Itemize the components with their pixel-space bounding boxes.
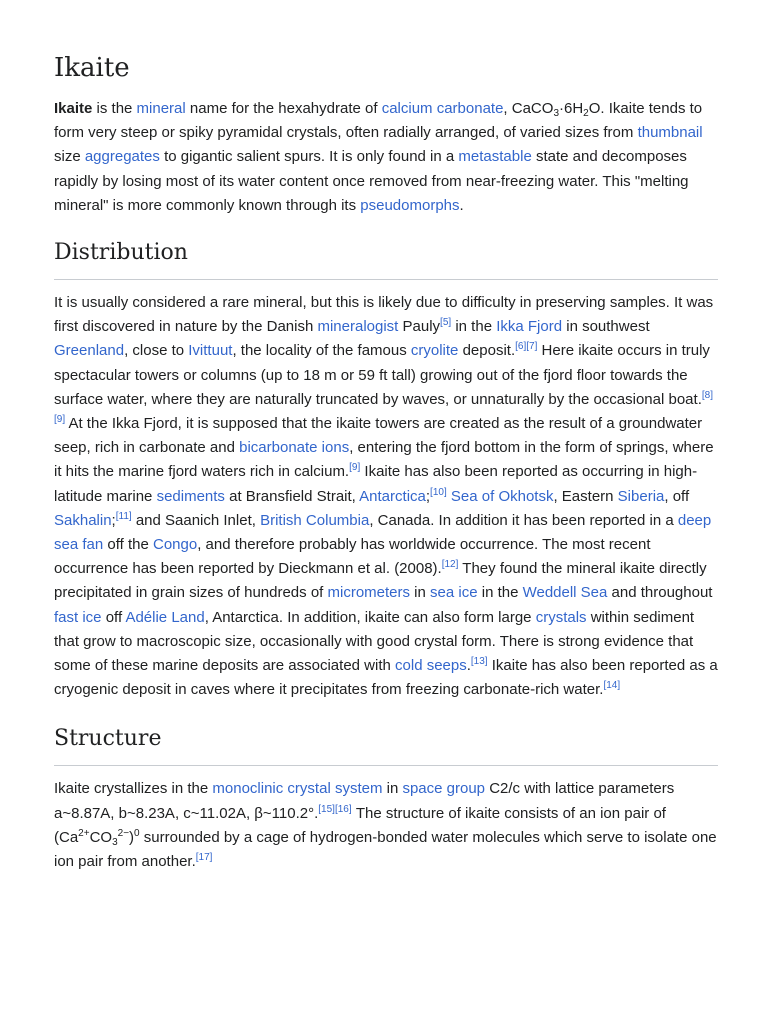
subscript: 2 <box>583 108 589 119</box>
link-adelie-land[interactable]: Adélie Land <box>125 608 205 626</box>
text: Ikaite crystallizes in the <box>54 780 213 798</box>
text: , Antarctica. In addition, ikaite can also form large <box>204 608 536 626</box>
citation-15[interactable]: [15] <box>318 803 335 815</box>
text: size <box>54 148 85 166</box>
text: ; <box>111 511 116 529</box>
link-weddell-sea[interactable]: Weddell Sea <box>522 584 608 602</box>
citation-13[interactable]: [13] <box>470 656 488 668</box>
text: . <box>466 657 471 675</box>
citation-12[interactable]: [12] <box>441 559 459 571</box>
citation-11[interactable]: [11] <box>115 510 132 522</box>
text: , off <box>664 487 690 505</box>
link-space-group[interactable]: space group <box>402 780 486 798</box>
text: name for the hexahydrate of <box>185 100 382 117</box>
text: , the locality of the famous <box>232 342 411 360</box>
citation-9[interactable]: [9] <box>349 462 361 474</box>
link-micrometers[interactable]: micrometers <box>327 584 411 602</box>
link-siberia[interactable]: Siberia <box>617 487 665 505</box>
text: off <box>101 608 126 626</box>
citation-8[interactable]: [8] <box>701 389 713 401</box>
text: , entering the fjord bottom in the form of springs, where it hits the marine fjord waters rich in calcium. <box>54 439 714 481</box>
text: It is usually considered a rare mineral, but this is likely due to difficulty in preserving samples. It was first discovered in nature by the Danish <box>54 294 714 336</box>
text: , Eastern <box>553 487 618 505</box>
citation-5[interactable]: [5] <box>440 317 452 329</box>
structure-paragraph <box>54 777 718 874</box>
text: surrounded by a cage of hydrogen-bonded water molecules which serve to isolate one ion pair from another. <box>54 828 717 871</box>
text: , CaCO <box>503 100 554 117</box>
text: , and therefore probably has worldwide occurrence. The most recent occurrence has been reported by Dieckmann et al. (2008). <box>54 536 651 578</box>
link-mineral[interactable]: mineral <box>136 100 186 117</box>
text: in <box>382 780 403 798</box>
subscript: 3 <box>553 108 559 119</box>
text: . <box>459 196 464 214</box>
link-deep-sea-fan[interactable]: deep sea fan <box>54 511 712 554</box>
text: C2/c with lattice parameters a~8.87A, b~8.23A, c~11.02A, β~110.2°. <box>54 780 675 822</box>
section-heading-distribution: Distribution <box>54 238 718 280</box>
citation-7[interactable]: [7] <box>526 341 538 353</box>
link-sediments[interactable]: sediments <box>156 487 225 505</box>
text: ; <box>425 487 431 505</box>
link-greenland[interactable]: Greenland <box>54 342 125 360</box>
link-bicarbonate-ions[interactable]: bicarbonate ions <box>239 439 350 457</box>
text: and Saanich Inlet, <box>131 511 261 529</box>
link-metastable[interactable]: metastable <box>458 148 532 166</box>
text: The structure of ikaite consists of an ion pair of (Ca <box>54 804 666 846</box>
section-heading-structure: Structure <box>54 724 718 766</box>
link-cold-seeps[interactable]: cold seeps <box>395 657 467 675</box>
citation-14[interactable]: [14] <box>603 680 621 692</box>
text: within sediment that grow to macroscopic size, occasionally with good crystal form. There is strong evidence that some of these marine deposits are associated with <box>54 608 695 675</box>
superscript: 2+ <box>78 827 90 839</box>
superscript: 2− <box>117 827 130 839</box>
link-crystals[interactable]: crystals <box>535 608 587 626</box>
link-sakhalin[interactable]: Sakhalin <box>54 511 112 529</box>
text: Ikaite has also been reported as occurring in high-latitude marine <box>54 463 698 505</box>
superscript: 0 <box>134 827 140 839</box>
link-ivittuut[interactable]: Ivittuut <box>188 342 233 360</box>
citation-10[interactable]: [10] <box>430 486 447 498</box>
text: ) <box>129 828 135 846</box>
text: in <box>410 584 431 602</box>
link-sea-ice[interactable]: sea ice <box>430 584 478 602</box>
text: and throughout <box>607 584 713 602</box>
text: O. Ikaite tends to form very steep or spiky pyramidal crystals, often radially arranged, of varied sizes from <box>54 100 703 142</box>
text: , close to <box>124 342 189 360</box>
link-fast-ice[interactable]: fast ice <box>54 608 102 626</box>
text: in southwest <box>562 318 650 336</box>
link-mineralogist[interactable]: mineralogist <box>317 318 399 336</box>
text: They found the mineral ikaite directly precipitated in grain sizes of hundreds of <box>54 560 707 602</box>
citation-16[interactable]: [16] <box>334 803 352 815</box>
link-aggregates[interactable]: aggregates <box>84 148 160 166</box>
citation-17[interactable]: [17] <box>195 852 213 864</box>
text: Ikaite has also been reported as a cryogenic deposit in caves where it precipitates from freezing carbonate-rich water. <box>54 657 718 699</box>
link-congo[interactable]: Congo <box>152 536 198 554</box>
citation-9[interactable]: [9] <box>54 414 66 426</box>
text: off the <box>103 536 153 554</box>
lead-paragraph <box>54 97 718 218</box>
distribution-paragraph <box>54 291 718 702</box>
text: to gigantic salient spurs. It is only found in a <box>159 148 459 166</box>
text: in the <box>451 318 497 336</box>
text: At the Ikka Fjord, it is supposed that the ikaite towers are created as the result of a groundwater seep, rich in carbonate and <box>54 415 703 457</box>
link-cryolite[interactable]: cryolite <box>410 342 459 360</box>
link-british-columbia[interactable]: British Columbia <box>260 511 370 529</box>
link-monoclinic-crystal-system[interactable]: monoclinic crystal system <box>212 780 383 798</box>
link-thumbnail[interactable]: thumbnail <box>637 124 703 142</box>
text: , Canada. In addition it has been reported in a <box>369 511 678 529</box>
text: ·6H <box>559 100 584 117</box>
text: state and decomposes rapidly by losing most of its water content once removed from near-freezing water. This "melting mineral" is more commonly known through its <box>54 148 689 214</box>
link-calcium-carbonate[interactable]: calcium carbonate <box>381 100 504 117</box>
page-title: Ikaite <box>54 53 130 83</box>
citation-6[interactable]: [6] <box>515 341 527 353</box>
subscript: 3 <box>112 836 118 848</box>
text: Pauly <box>398 318 441 336</box>
text: CO <box>89 828 113 846</box>
text: in the <box>477 584 523 602</box>
link-antarctica[interactable]: Antarctica <box>359 487 426 505</box>
text: Here ikaite occurs in truly spectacular towers or columns (up to 18 m or 59 ft tall) growing out of the fjord floor towards the surface water, where they are naturally truncated by waves, or unnaturally by the occasional boat. <box>54 342 710 408</box>
bold-term: Ikaite <box>54 100 93 117</box>
text: deposit. <box>458 342 516 360</box>
text: is the <box>92 100 137 117</box>
link-sea-of-okhotsk[interactable]: Sea of Okhotsk <box>450 487 554 505</box>
text: at Bransfield Strait, <box>224 487 360 505</box>
link-pseudomorphs[interactable]: pseudomorphs <box>360 196 460 214</box>
link-ikka-fjord[interactable]: Ikka Fjord <box>496 318 563 336</box>
